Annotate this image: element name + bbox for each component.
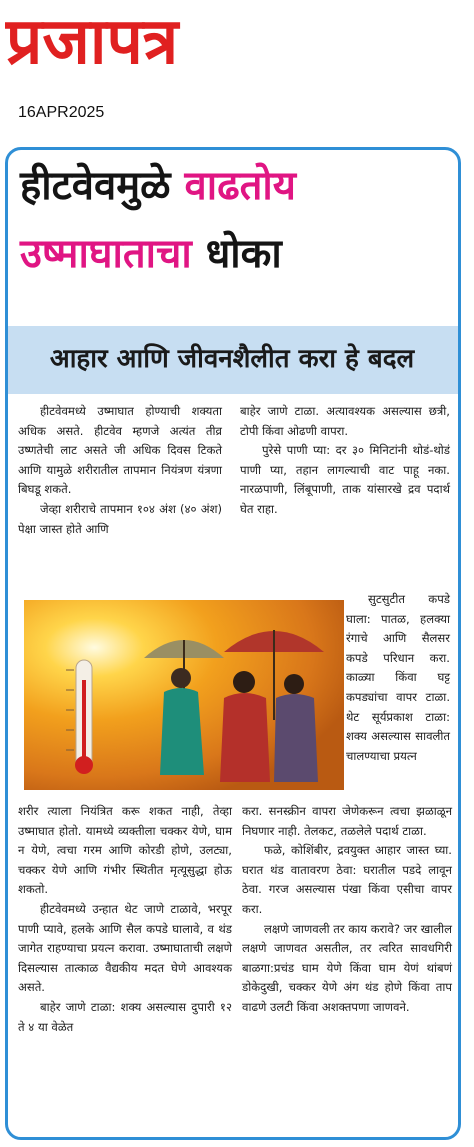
subheadline-band bbox=[8, 326, 458, 394]
subheadline: आहार आणि जीवनशैलीत करा हे बदल bbox=[49, 344, 415, 374]
paragraph: हीटवेवमध्ये उष्माघात होण्याची शक्यता अधिक असते. हीटवेव म्हणजे अत्यंत तीव्र उष्णतेची लाट असते जी अधिक दिवस टिकते आणि यामुळे शरीरातील तापमान नियंत्रण यंत्रणा बिघडू शकते. bbox=[18, 404, 222, 497]
headline-line1-pink: वाढतोय bbox=[184, 163, 296, 209]
paragraph: जेव्हा शरीराचे तापमान १०४ अंश (४० अंश) पेक्षा जास्त होते आणि bbox=[18, 501, 222, 536]
headline-line2-black: धोका bbox=[205, 231, 282, 277]
headline-line-1 bbox=[20, 158, 460, 214]
publication-date: 16APR2025 bbox=[18, 104, 105, 121]
paragraph: शरीर त्याला नियंत्रित करू शकत नाही, तेव्हा उष्माघात होतो. यामध्ये व्यक्तीला चक्कर येणे, घाम न येणे, त्वचा गरम आणि कोरडी होणे, उलट्या, चक्कर येणे आणि गंभीर स्थितीत मृत्यूसुद्धा होऊ शकतो. bbox=[18, 804, 232, 897]
headline-line-2 bbox=[20, 226, 460, 282]
headline-line2-pink: उष्माघाताचा bbox=[20, 231, 192, 277]
paragraph: हीटवेवमध्ये उन्हात थेट जाणे टाळावे, भरपूर पाणी प्यावे, हलके आणि सैल कपडे घालावे, व थंड जागेत राहण्याचा प्रयत्न करावा. उष्माघाताची लक्षणे दिसल्यास तात्काळ वैद्यकीय मदत घेणे आवश्यक असते. bbox=[18, 901, 232, 995]
right-column-top bbox=[240, 402, 450, 598]
heatwave-photo-icon bbox=[24, 600, 344, 790]
paragraph: बाहेर जाणे टाळा. अत्यावश्यक असल्यास छत्री, टोपी किंवा ओढणी वापरा. bbox=[240, 404, 450, 438]
paragraph: फळे, कोशिंबीर, द्रवयुक्त आहार जास्त घ्या. घरात थंड वातावरण ठेवा: घरातील पडदे लावून ठेवा. गरज असल्यास पंखा किंवा एसीचा वापर करा. bbox=[242, 843, 452, 916]
paragraph: बाहेर जाणे टाळा: शक्य असल्यास दुपारी १२ ते ४ या वेळेत bbox=[18, 999, 232, 1034]
paragraph: पुरेसे पाणी प्या: दर ३० मिनिटांनी थोडं-थोडं पाणी प्या, तहान लागल्याची वाट पाहू नका. नारळपाणी, लिंबूपाणी, ताक यांसारखे द्रव पदार्थ घेत राहा. bbox=[240, 443, 450, 516]
article-frame bbox=[5, 147, 461, 1140]
heatwave-photo bbox=[24, 600, 344, 790]
headline-line1-black: हीटवेवमुळे bbox=[20, 163, 171, 209]
paragraph: सुटसुटीत कपडे घाला: पातळ, हलक्या रंगाचे आणि सैलसर कपडे परिधान करा. काळ्या किंवा घट्ट कपड्यांचा वापर टाळा. थेट सूर्यप्रकाश टाळा: शक्य असल्यास सावलीत चालण्याचा प्रयत्न bbox=[346, 592, 450, 763]
left-column-bottom bbox=[18, 802, 232, 1132]
headline bbox=[20, 158, 460, 282]
masthead-title: प्रजापत्र bbox=[6, 4, 179, 79]
paragraph: करा. सनस्क्रीन वापरा जेणेकरून त्वचा झळाळून निघणार नाही. तेलकट, तळलेले पदार्थ टाळा. bbox=[242, 804, 452, 838]
right-column-bottom bbox=[242, 802, 452, 1132]
paragraph: लक्षणे जाणवली तर काय करावे? जर खालील लक्षणे जाणवत असतील, तर त्वरित सावधगिरी बाळगा:प्रचंड घाम येणे किंवा घाम येणं थांबणं डोकेदुखी, चक्कर येणे अंग थंड होणे किंवा ताप वाढणे उलटी किंवा अशक्तपणा जाणवने. bbox=[242, 921, 452, 1014]
right-column-mid bbox=[346, 590, 450, 790]
left-column-top bbox=[18, 402, 222, 598]
